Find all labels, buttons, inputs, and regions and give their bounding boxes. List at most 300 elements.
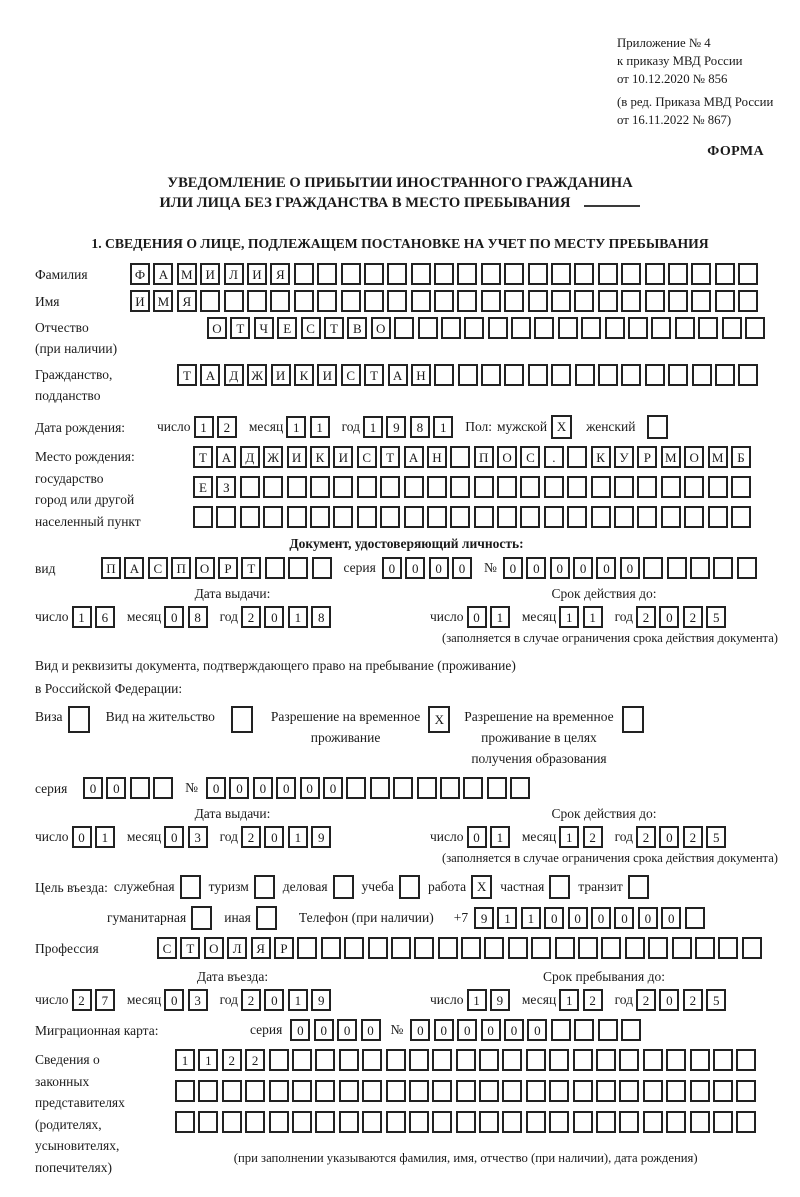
char-cell[interactable]: 0 (568, 907, 588, 929)
char-cell[interactable] (357, 506, 377, 528)
char-cell[interactable]: И (317, 364, 337, 386)
char-cell[interactable] (409, 1080, 429, 1102)
char-cell[interactable]: 1 (310, 416, 330, 438)
char-cell[interactable]: 0 (276, 777, 296, 799)
char-cell[interactable] (198, 1080, 218, 1102)
char-cell[interactable]: Т (193, 446, 213, 468)
char-cell[interactable] (510, 777, 530, 799)
char-cell[interactable]: 2 (636, 606, 656, 628)
char-cell[interactable] (605, 317, 625, 339)
temp-residence-checkbox[interactable]: X (428, 706, 450, 733)
char-cell[interactable]: С (301, 317, 321, 339)
char-cell[interactable]: 9 (311, 826, 331, 848)
char-cell[interactable]: 0 (83, 777, 103, 799)
char-cell[interactable]: М (708, 446, 728, 468)
char-cell[interactable] (591, 476, 611, 498)
char-cell[interactable] (457, 290, 477, 312)
char-cell[interactable] (317, 290, 337, 312)
char-cell[interactable] (648, 937, 668, 959)
char-cell[interactable]: 0 (550, 557, 570, 579)
char-cell[interactable]: О (207, 317, 227, 339)
char-cell[interactable] (411, 263, 431, 285)
char-cell[interactable] (222, 1080, 242, 1102)
char-cell[interactable] (362, 1080, 382, 1102)
char-cell[interactable] (317, 263, 337, 285)
char-cell[interactable]: 0 (337, 1019, 357, 1041)
char-cell[interactable] (708, 506, 728, 528)
char-cell[interactable]: 8 (311, 606, 331, 628)
char-cell[interactable]: 2 (583, 826, 603, 848)
char-cell[interactable] (661, 506, 681, 528)
char-cell[interactable]: З (216, 476, 236, 498)
char-cell[interactable]: 0 (620, 557, 640, 579)
char-cell[interactable] (549, 1049, 569, 1071)
char-cell[interactable]: 5 (706, 606, 726, 628)
char-cell[interactable]: 1 (559, 606, 579, 628)
char-cell[interactable]: 0 (467, 826, 487, 848)
char-cell[interactable] (637, 476, 657, 498)
char-cell[interactable] (497, 476, 517, 498)
char-cell[interactable] (440, 777, 460, 799)
char-cell[interactable] (504, 364, 524, 386)
char-cell[interactable] (432, 1080, 452, 1102)
char-cell[interactable]: С (520, 446, 540, 468)
char-cell[interactable] (411, 290, 431, 312)
char-cell[interactable]: О (497, 446, 517, 468)
char-cell[interactable] (738, 290, 758, 312)
char-cell[interactable] (464, 317, 484, 339)
char-cell[interactable]: К (310, 446, 330, 468)
char-cell[interactable]: О (371, 317, 391, 339)
char-cell[interactable]: Н (427, 446, 447, 468)
char-cell[interactable]: 0 (503, 557, 523, 579)
char-cell[interactable] (715, 263, 735, 285)
char-cell[interactable] (666, 1080, 686, 1102)
char-cell[interactable] (364, 290, 384, 312)
char-cell[interactable] (362, 1049, 382, 1071)
char-cell[interactable]: 6 (95, 606, 115, 628)
char-cell[interactable] (675, 317, 695, 339)
char-cell[interactable]: О (204, 937, 224, 959)
char-cell[interactable] (574, 290, 594, 312)
char-cell[interactable]: Ж (247, 364, 267, 386)
char-cell[interactable] (531, 937, 551, 959)
char-cell[interactable]: 1 (467, 989, 487, 1011)
char-cell[interactable] (391, 937, 411, 959)
char-cell[interactable] (386, 1080, 406, 1102)
char-cell[interactable] (346, 777, 366, 799)
char-cell[interactable]: Т (241, 557, 261, 579)
char-cell[interactable]: Б (731, 446, 751, 468)
char-cell[interactable] (418, 317, 438, 339)
char-cell[interactable] (666, 1111, 686, 1133)
char-cell[interactable] (315, 1080, 335, 1102)
char-cell[interactable] (312, 557, 332, 579)
char-cell[interactable]: 1 (288, 989, 308, 1011)
char-cell[interactable] (315, 1049, 335, 1071)
char-cell[interactable] (387, 290, 407, 312)
char-cell[interactable] (434, 364, 454, 386)
char-cell[interactable] (474, 506, 494, 528)
char-cell[interactable]: О (684, 446, 704, 468)
char-cell[interactable] (394, 317, 414, 339)
char-cell[interactable]: А (153, 263, 173, 285)
purpose-humanitarian-checkbox[interactable] (191, 906, 212, 930)
char-cell[interactable] (555, 937, 575, 959)
char-cell[interactable]: 9 (490, 989, 510, 1011)
char-cell[interactable]: Е (193, 476, 213, 498)
char-cell[interactable] (645, 263, 665, 285)
char-cell[interactable]: А (404, 446, 424, 468)
char-cell[interactable] (344, 937, 364, 959)
char-cell[interactable]: 1 (198, 1049, 218, 1071)
char-cell[interactable] (598, 1019, 618, 1041)
char-cell[interactable] (713, 557, 733, 579)
char-cell[interactable] (668, 263, 688, 285)
char-cell[interactable] (625, 937, 645, 959)
char-cell[interactable]: М (661, 446, 681, 468)
char-cell[interactable] (269, 1080, 289, 1102)
char-cell[interactable] (481, 263, 501, 285)
char-cell[interactable]: П (171, 557, 191, 579)
char-cell[interactable]: 3 (188, 989, 208, 1011)
char-cell[interactable]: 0 (264, 606, 284, 628)
char-cell[interactable] (504, 290, 524, 312)
char-cell[interactable]: Р (637, 446, 657, 468)
char-cell[interactable] (434, 290, 454, 312)
char-cell[interactable]: К (591, 446, 611, 468)
char-cell[interactable] (551, 290, 571, 312)
char-cell[interactable] (668, 364, 688, 386)
char-cell[interactable] (441, 317, 461, 339)
char-cell[interactable]: 0 (361, 1019, 381, 1041)
char-cell[interactable] (269, 1111, 289, 1133)
char-cell[interactable]: 9 (474, 907, 494, 929)
char-cell[interactable]: И (333, 446, 353, 468)
char-cell[interactable]: 2 (683, 826, 703, 848)
purpose-transit-checkbox[interactable] (628, 875, 649, 899)
char-cell[interactable]: Ж (263, 446, 283, 468)
char-cell[interactable] (175, 1111, 195, 1133)
char-cell[interactable] (619, 1080, 639, 1102)
char-cell[interactable]: 0 (229, 777, 249, 799)
char-cell[interactable]: 1 (559, 826, 579, 848)
char-cell[interactable]: 2 (683, 606, 703, 628)
char-cell[interactable]: 0 (164, 826, 184, 848)
char-cell[interactable]: 0 (596, 557, 616, 579)
char-cell[interactable] (502, 1049, 522, 1071)
char-cell[interactable] (528, 263, 548, 285)
char-cell[interactable] (263, 506, 283, 528)
char-cell[interactable]: 2 (636, 826, 656, 848)
char-cell[interactable] (667, 557, 687, 579)
char-cell[interactable] (484, 937, 504, 959)
char-cell[interactable] (690, 557, 710, 579)
char-cell[interactable]: 1 (521, 907, 541, 929)
char-cell[interactable] (574, 263, 594, 285)
purpose-study-checkbox[interactable] (399, 875, 420, 899)
char-cell[interactable] (690, 1049, 710, 1071)
purpose-private-checkbox[interactable] (549, 875, 570, 899)
char-cell[interactable] (434, 263, 454, 285)
char-cell[interactable] (341, 263, 361, 285)
char-cell[interactable] (432, 1111, 452, 1133)
char-cell[interactable] (684, 476, 704, 498)
char-cell[interactable] (450, 446, 470, 468)
char-cell[interactable] (614, 476, 634, 498)
char-cell[interactable] (292, 1111, 312, 1133)
char-cell[interactable] (596, 1049, 616, 1071)
char-cell[interactable]: 2 (636, 989, 656, 1011)
char-cell[interactable] (731, 506, 751, 528)
char-cell[interactable]: Ф (130, 263, 150, 285)
char-cell[interactable]: Л (227, 937, 247, 959)
char-cell[interactable]: 7 (95, 989, 115, 1011)
char-cell[interactable] (288, 557, 308, 579)
char-cell[interactable] (450, 476, 470, 498)
char-cell[interactable]: 0 (504, 1019, 524, 1041)
char-cell[interactable] (265, 557, 285, 579)
char-cell[interactable] (245, 1111, 265, 1133)
char-cell[interactable] (619, 1111, 639, 1133)
char-cell[interactable]: С (357, 446, 377, 468)
char-cell[interactable]: Т (180, 937, 200, 959)
char-cell[interactable]: Т (364, 364, 384, 386)
purpose-other-checkbox[interactable] (256, 906, 277, 930)
char-cell[interactable]: П (474, 446, 494, 468)
char-cell[interactable]: 0 (290, 1019, 310, 1041)
char-cell[interactable]: Т (380, 446, 400, 468)
char-cell[interactable] (245, 1080, 265, 1102)
char-cell[interactable]: 2 (583, 989, 603, 1011)
char-cell[interactable]: . (544, 446, 564, 468)
char-cell[interactable]: 0 (106, 777, 126, 799)
char-cell[interactable]: И (287, 446, 307, 468)
char-cell[interactable]: Я (177, 290, 197, 312)
char-cell[interactable] (713, 1049, 733, 1071)
char-cell[interactable] (526, 1080, 546, 1102)
char-cell[interactable] (497, 506, 517, 528)
char-cell[interactable]: 8 (410, 416, 430, 438)
char-cell[interactable] (386, 1049, 406, 1071)
char-cell[interactable]: 1 (490, 606, 510, 628)
char-cell[interactable] (695, 937, 715, 959)
char-cell[interactable] (526, 1111, 546, 1133)
char-cell[interactable] (321, 937, 341, 959)
char-cell[interactable] (643, 1111, 663, 1133)
purpose-work-checkbox[interactable]: X (471, 875, 492, 899)
char-cell[interactable] (339, 1049, 359, 1071)
char-cell[interactable] (621, 364, 641, 386)
char-cell[interactable] (551, 263, 571, 285)
char-cell[interactable] (263, 476, 283, 498)
char-cell[interactable] (287, 476, 307, 498)
char-cell[interactable]: О (195, 557, 215, 579)
char-cell[interactable]: 1 (72, 606, 92, 628)
char-cell[interactable]: 1 (286, 416, 306, 438)
char-cell[interactable]: И (200, 263, 220, 285)
char-cell[interactable] (573, 1111, 593, 1133)
char-cell[interactable]: 0 (434, 1019, 454, 1041)
char-cell[interactable] (414, 937, 434, 959)
char-cell[interactable] (528, 290, 548, 312)
char-cell[interactable]: 0 (614, 907, 634, 929)
char-cell[interactable]: 1 (95, 826, 115, 848)
char-cell[interactable]: Т (324, 317, 344, 339)
char-cell[interactable] (364, 263, 384, 285)
char-cell[interactable] (551, 1019, 571, 1041)
char-cell[interactable]: А (216, 446, 236, 468)
char-cell[interactable] (310, 506, 330, 528)
char-cell[interactable]: И (271, 364, 291, 386)
char-cell[interactable] (715, 364, 735, 386)
char-cell[interactable]: П (101, 557, 121, 579)
char-cell[interactable] (690, 1080, 710, 1102)
char-cell[interactable] (481, 364, 501, 386)
char-cell[interactable]: Н (411, 364, 431, 386)
char-cell[interactable] (645, 364, 665, 386)
char-cell[interactable]: 0 (544, 907, 564, 929)
char-cell[interactable] (520, 476, 540, 498)
char-cell[interactable] (573, 1049, 593, 1071)
char-cell[interactable]: 9 (311, 989, 331, 1011)
char-cell[interactable]: 2 (241, 989, 261, 1011)
char-cell[interactable] (742, 937, 762, 959)
char-cell[interactable]: 1 (583, 606, 603, 628)
char-cell[interactable] (333, 476, 353, 498)
char-cell[interactable]: 1 (288, 826, 308, 848)
char-cell[interactable]: 0 (410, 1019, 430, 1041)
char-cell[interactable] (598, 364, 618, 386)
char-cell[interactable]: 2 (241, 606, 261, 628)
char-cell[interactable] (508, 937, 528, 959)
char-cell[interactable]: С (148, 557, 168, 579)
char-cell[interactable] (643, 557, 663, 579)
char-cell[interactable] (621, 290, 641, 312)
char-cell[interactable] (474, 476, 494, 498)
char-cell[interactable] (672, 937, 692, 959)
char-cell[interactable]: 0 (72, 826, 92, 848)
char-cell[interactable]: Я (270, 263, 290, 285)
char-cell[interactable] (737, 557, 757, 579)
sex-male-checkbox[interactable]: X (551, 415, 572, 439)
char-cell[interactable] (463, 777, 483, 799)
char-cell[interactable] (130, 777, 150, 799)
char-cell[interactable]: Я (251, 937, 271, 959)
char-cell[interactable] (200, 290, 220, 312)
char-cell[interactable] (684, 506, 704, 528)
char-cell[interactable] (487, 777, 507, 799)
char-cell[interactable] (534, 317, 554, 339)
char-cell[interactable]: Р (274, 937, 294, 959)
char-cell[interactable] (745, 317, 765, 339)
char-cell[interactable]: 2 (245, 1049, 265, 1071)
purpose-tourism-checkbox[interactable] (254, 875, 275, 899)
char-cell[interactable]: М (177, 263, 197, 285)
char-cell[interactable] (661, 476, 681, 498)
char-cell[interactable] (153, 777, 173, 799)
char-cell[interactable] (292, 1080, 312, 1102)
char-cell[interactable]: 0 (323, 777, 343, 799)
char-cell[interactable] (713, 1080, 733, 1102)
char-cell[interactable] (393, 777, 413, 799)
char-cell[interactable] (558, 317, 578, 339)
char-cell[interactable]: 1 (497, 907, 517, 929)
char-cell[interactable]: 5 (706, 989, 726, 1011)
char-cell[interactable]: 1 (288, 606, 308, 628)
char-cell[interactable]: И (247, 263, 267, 285)
char-cell[interactable]: 9 (386, 416, 406, 438)
char-cell[interactable]: 0 (253, 777, 273, 799)
char-cell[interactable] (596, 1111, 616, 1133)
char-cell[interactable] (315, 1111, 335, 1133)
char-cell[interactable]: 0 (405, 557, 425, 579)
char-cell[interactable] (549, 1111, 569, 1133)
char-cell[interactable] (175, 1080, 195, 1102)
char-cell[interactable]: 0 (264, 826, 284, 848)
char-cell[interactable] (596, 1080, 616, 1102)
char-cell[interactable] (386, 1111, 406, 1133)
char-cell[interactable]: Т (230, 317, 250, 339)
char-cell[interactable] (691, 263, 711, 285)
char-cell[interactable] (692, 364, 712, 386)
char-cell[interactable]: Р (218, 557, 238, 579)
char-cell[interactable]: Е (277, 317, 297, 339)
char-cell[interactable] (404, 506, 424, 528)
char-cell[interactable] (708, 476, 728, 498)
char-cell[interactable]: Т (177, 364, 197, 386)
char-cell[interactable] (715, 290, 735, 312)
char-cell[interactable] (450, 506, 470, 528)
char-cell[interactable]: С (341, 364, 361, 386)
char-cell[interactable] (598, 290, 618, 312)
char-cell[interactable] (722, 317, 742, 339)
char-cell[interactable]: 1 (194, 416, 214, 438)
char-cell[interactable] (651, 317, 671, 339)
char-cell[interactable] (511, 317, 531, 339)
char-cell[interactable] (574, 1019, 594, 1041)
char-cell[interactable] (614, 506, 634, 528)
char-cell[interactable]: 0 (429, 557, 449, 579)
char-cell[interactable]: 3 (188, 826, 208, 848)
char-cell[interactable] (240, 476, 260, 498)
char-cell[interactable]: Д (240, 446, 260, 468)
char-cell[interactable] (488, 317, 508, 339)
char-cell[interactable] (294, 263, 314, 285)
char-cell[interactable] (598, 263, 618, 285)
char-cell[interactable]: С (157, 937, 177, 959)
char-cell[interactable] (581, 317, 601, 339)
char-cell[interactable] (643, 1080, 663, 1102)
char-cell[interactable] (341, 290, 361, 312)
char-cell[interactable] (621, 263, 641, 285)
char-cell[interactable] (685, 907, 705, 929)
char-cell[interactable]: 0 (661, 907, 681, 929)
char-cell[interactable] (456, 1111, 476, 1133)
char-cell[interactable] (736, 1049, 756, 1071)
char-cell[interactable] (668, 290, 688, 312)
char-cell[interactable] (567, 446, 587, 468)
char-cell[interactable] (528, 364, 548, 386)
char-cell[interactable] (567, 476, 587, 498)
char-cell[interactable]: 0 (573, 557, 593, 579)
char-cell[interactable]: К (294, 364, 314, 386)
char-cell[interactable]: 0 (457, 1019, 477, 1041)
char-cell[interactable]: 2 (72, 989, 92, 1011)
char-cell[interactable] (575, 364, 595, 386)
char-cell[interactable]: Д (224, 364, 244, 386)
purpose-official-checkbox[interactable] (180, 875, 201, 899)
